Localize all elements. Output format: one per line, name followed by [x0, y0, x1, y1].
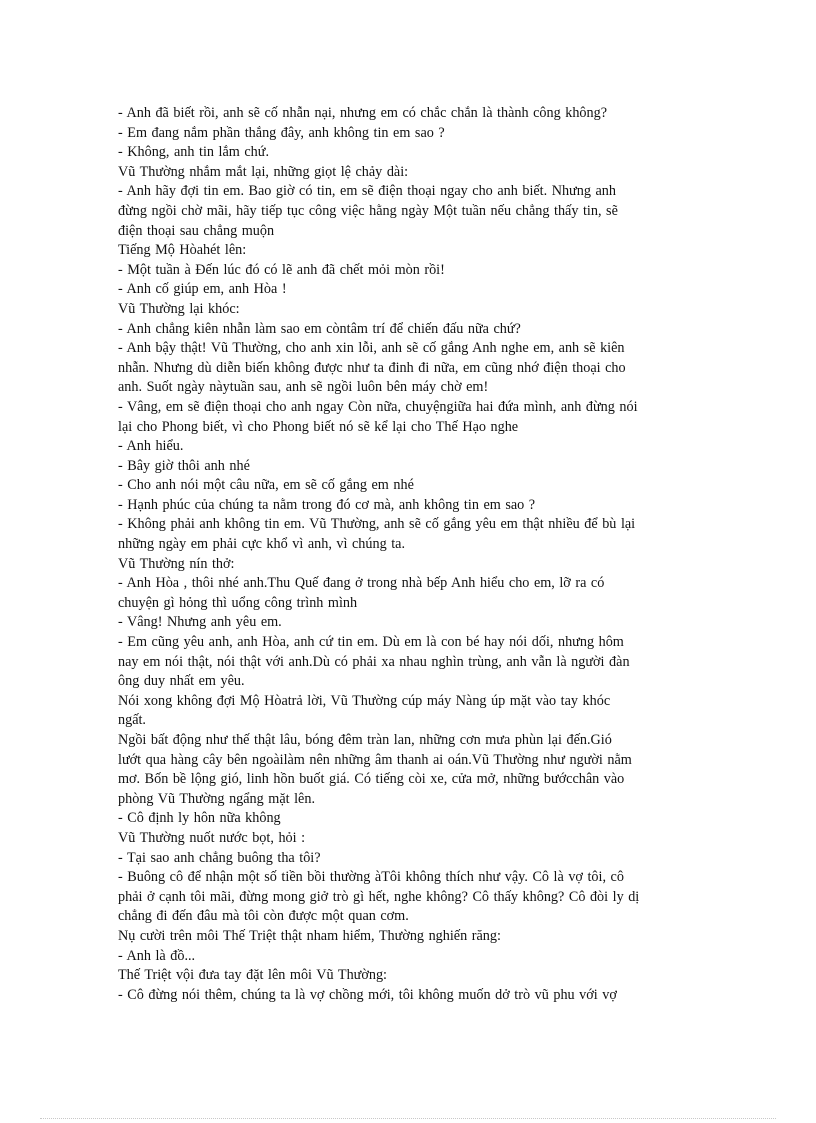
text-line: chuyện gì hỏng thì uổng công trình mình — [118, 594, 358, 611]
text-line: - Anh hiểu. — [118, 438, 184, 455]
text-line: - Anh bậy thật! Vũ Thường, cho anh xin lỗi, anh sẽ cố gắng Anh nghe em, anh sẽ kiên — [118, 340, 625, 357]
text-line: mơ. Bốn bề lộng gió, linh hồn buốt giá. Có tiếng còi xe, cửa mở, những bướcchân vào — [118, 771, 625, 788]
text-line: - Tại sao anh chẳng buông tha tôi? — [118, 849, 321, 866]
text-line: - Một tuần à Đến lúc đó có lẽ anh đã chết mỏi mòn rồi! — [118, 261, 445, 278]
text-line: Thế Triệt vội đưa tay đặt lên môi Vũ Thường: — [118, 967, 387, 984]
text-line: Nói xong không đợi Mộ Hòatrả lời, Vũ Thường cúp máy Nàng úp mặt vào tay khóc — [118, 692, 611, 709]
text-line: anh. Suốt ngày nàytuần sau, anh sẽ ngồi luôn bên máy chờ em! — [118, 379, 489, 396]
text-line: Vũ Thường nín thở: — [118, 555, 235, 572]
text-line: ngất. — [118, 712, 146, 729]
text-line: Vũ Thường nuốt nước bọt, hỏi : — [118, 829, 306, 846]
text-line: - Anh chẳng kiên nhẫn làm sao em còntâm trí để chiến đấu nữa chứ? — [118, 320, 521, 337]
text-line: lướt qua hàng cây bên ngoàilàm nên những âm thanh ai oán.Vũ Thường như người nằm — [118, 751, 632, 768]
story-text — [118, 104, 698, 1005]
text-line: - Cô đừng nói thêm, chúng ta là vợ chồng mới, tôi không muốn dở trò vũ phu với vợ — [118, 986, 617, 1003]
text-line: - Em đang nắm phần thắng đây, anh không tin em sao ? — [118, 124, 445, 141]
text-line: lại cho Phong biết, vì cho Phong biết nó sẽ kể lại cho Thế Hạo nghe — [118, 418, 519, 435]
text-line: Vũ Thường lại khóc: — [118, 300, 240, 317]
text-line: - Không, anh tin lắm chứ. — [118, 144, 269, 161]
text-line: Vũ Thường nhắm mắt lại, những giọt lệ chảy dài: — [118, 163, 409, 180]
text-line: - Anh là đồ... — [118, 947, 196, 964]
text-line: Nụ cười trên môi Thế Triệt thật nham hiểm, Thường nghiến răng: — [118, 927, 501, 944]
text-line: - Vâng! Nhưng anh yêu em. — [118, 614, 282, 631]
text-line: phải ở cạnh tôi mãi, đừng mong giở trò gì hết, nghe không? Cô thấy không? Cô đòi ly dị — [118, 888, 640, 905]
text-line: - Cho anh nói một câu nữa, em sẽ cố gắng em nhé — [118, 477, 414, 494]
text-line: - Cô định ly hôn nữa không — [118, 810, 281, 827]
text-line: nay em nói thật, nói thật với anh.Dù có phải xa nhau nghìn trùng, anh vẫn là người đàn — [118, 653, 630, 670]
page-bottom-divider — [40, 1118, 776, 1119]
text-line: ông duy nhất em yêu. — [118, 673, 245, 690]
text-line: chẳng đi đến đâu mà tôi còn được một quan cơm. — [118, 908, 409, 925]
text-line: - Em cũng yêu anh, anh Hòa, anh cứ tin em. Dù em là con bé hay nói dối, nhưng hôm — [118, 634, 624, 651]
text-line: đừng ngồi chờ mãi, hãy tiếp tục công việc hằng ngày Một tuần nếu chẳng thấy tin, sẽ — [118, 202, 618, 219]
text-line: phòng Vũ Thường ngẩng mặt lên. — [118, 790, 315, 807]
text-line: những ngày em phải cực khổ vì anh, vì chúng ta. — [118, 536, 405, 553]
text-line: điện thoại sau chẳng muộn — [118, 222, 275, 239]
text-line: - Hạnh phúc của chúng ta nằm trong đó cơ mà, anh không tin em sao ? — [118, 496, 536, 513]
text-line: Tiếng Mộ Hòahét lên: — [118, 242, 247, 259]
text-line: Ngồi bất động như thế thật lâu, bóng đêm tràn lan, những cơn mưa phùn lại đến.Gió — [118, 732, 612, 748]
text-line: - Anh cố giúp em, anh Hòa ! — [118, 281, 287, 298]
text-line: - Anh Hòa , thôi nhé anh.Thu Quế đang ở trong nhà bếp Anh hiểu cho em, lỡ ra có — [118, 575, 605, 592]
text-line: - Không phải anh không tin em. Vũ Thường, anh sẽ cố gắng yêu em thật nhiều để bù lại — [118, 516, 636, 533]
text-line: - Anh đã biết rồi, anh sẽ cố nhẫn nại, nhưng em có chắc chắn là thành công không? — [118, 105, 607, 121]
text-line: nhẫn. Nhưng dù diễn biến không được như ta đinh đi nữa, em cũng nhớ điện thoại cho — [118, 359, 626, 376]
text-line: - Anh hãy đợi tin em. Bao giờ có tin, em sẽ điện thoại ngay cho anh biết. Nhưng anh — [118, 183, 616, 200]
text-line: - Buông cô để nhận một số tiền bồi thường àTôi không thích như vậy. Cô là vợ tôi, cô — [118, 869, 624, 886]
text-line: - Bây giờ thôi anh nhé — [118, 457, 250, 474]
text-line: - Vâng, em sẽ điện thoại cho anh ngay Còn nữa, chuyệngiữa hai đứa mình, anh đừng nói — [118, 398, 638, 415]
